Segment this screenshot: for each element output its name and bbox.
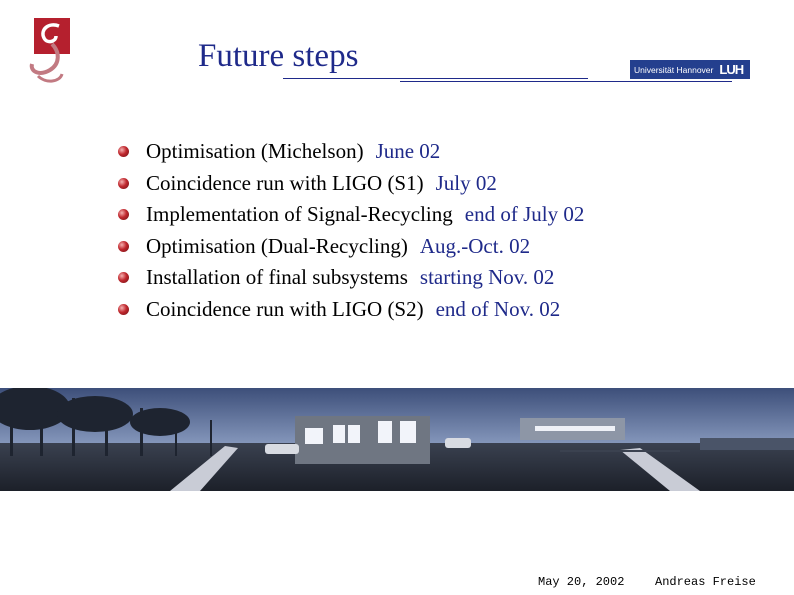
- list-item: [118, 231, 584, 263]
- site-panorama-image: [0, 388, 794, 491]
- step-text: Installation of final subsystems: [146, 265, 408, 290]
- step-text: Implementation of Signal-Recycling: [146, 202, 453, 227]
- step-date: Aug.-Oct. 02: [419, 233, 531, 258]
- title-underline-secondary: [400, 81, 732, 82]
- list-item: [118, 294, 584, 326]
- bullet-icon: [118, 209, 129, 220]
- step-date: starting Nov. 02: [419, 265, 555, 290]
- bullet-icon: [118, 241, 129, 252]
- step-text: Coincidence run with LIGO (S2): [146, 296, 424, 321]
- bullet-icon: [118, 304, 129, 315]
- page-title: Future steps: [198, 38, 359, 74]
- title-underline: [283, 78, 588, 79]
- step-text: Optimisation (Dual-Recycling): [146, 233, 408, 258]
- bullet-icon: [118, 178, 129, 189]
- list-item: [118, 168, 584, 200]
- footer-author: Andreas Freise: [655, 575, 756, 589]
- list-item: [118, 199, 584, 231]
- step-date: end of July 02: [464, 202, 585, 227]
- geo-logo-icon: [26, 18, 76, 88]
- step-date: June 02: [375, 139, 441, 164]
- list-item: [118, 136, 584, 168]
- footer-date: May 20, 2002: [538, 575, 625, 589]
- future-steps-list: [118, 136, 584, 325]
- step-text: Coincidence run with LIGO (S1): [146, 170, 424, 195]
- step-date: end of Nov. 02: [435, 296, 561, 321]
- step-text: Optimisation (Michelson): [146, 139, 364, 164]
- list-item: [118, 262, 584, 294]
- university-logo: [630, 60, 750, 79]
- university-mark: LUH: [719, 62, 744, 77]
- university-name: Universität Hannover: [634, 64, 714, 75]
- bullet-icon: [118, 146, 129, 157]
- step-date: July 02: [435, 170, 497, 195]
- bullet-icon: [118, 272, 129, 283]
